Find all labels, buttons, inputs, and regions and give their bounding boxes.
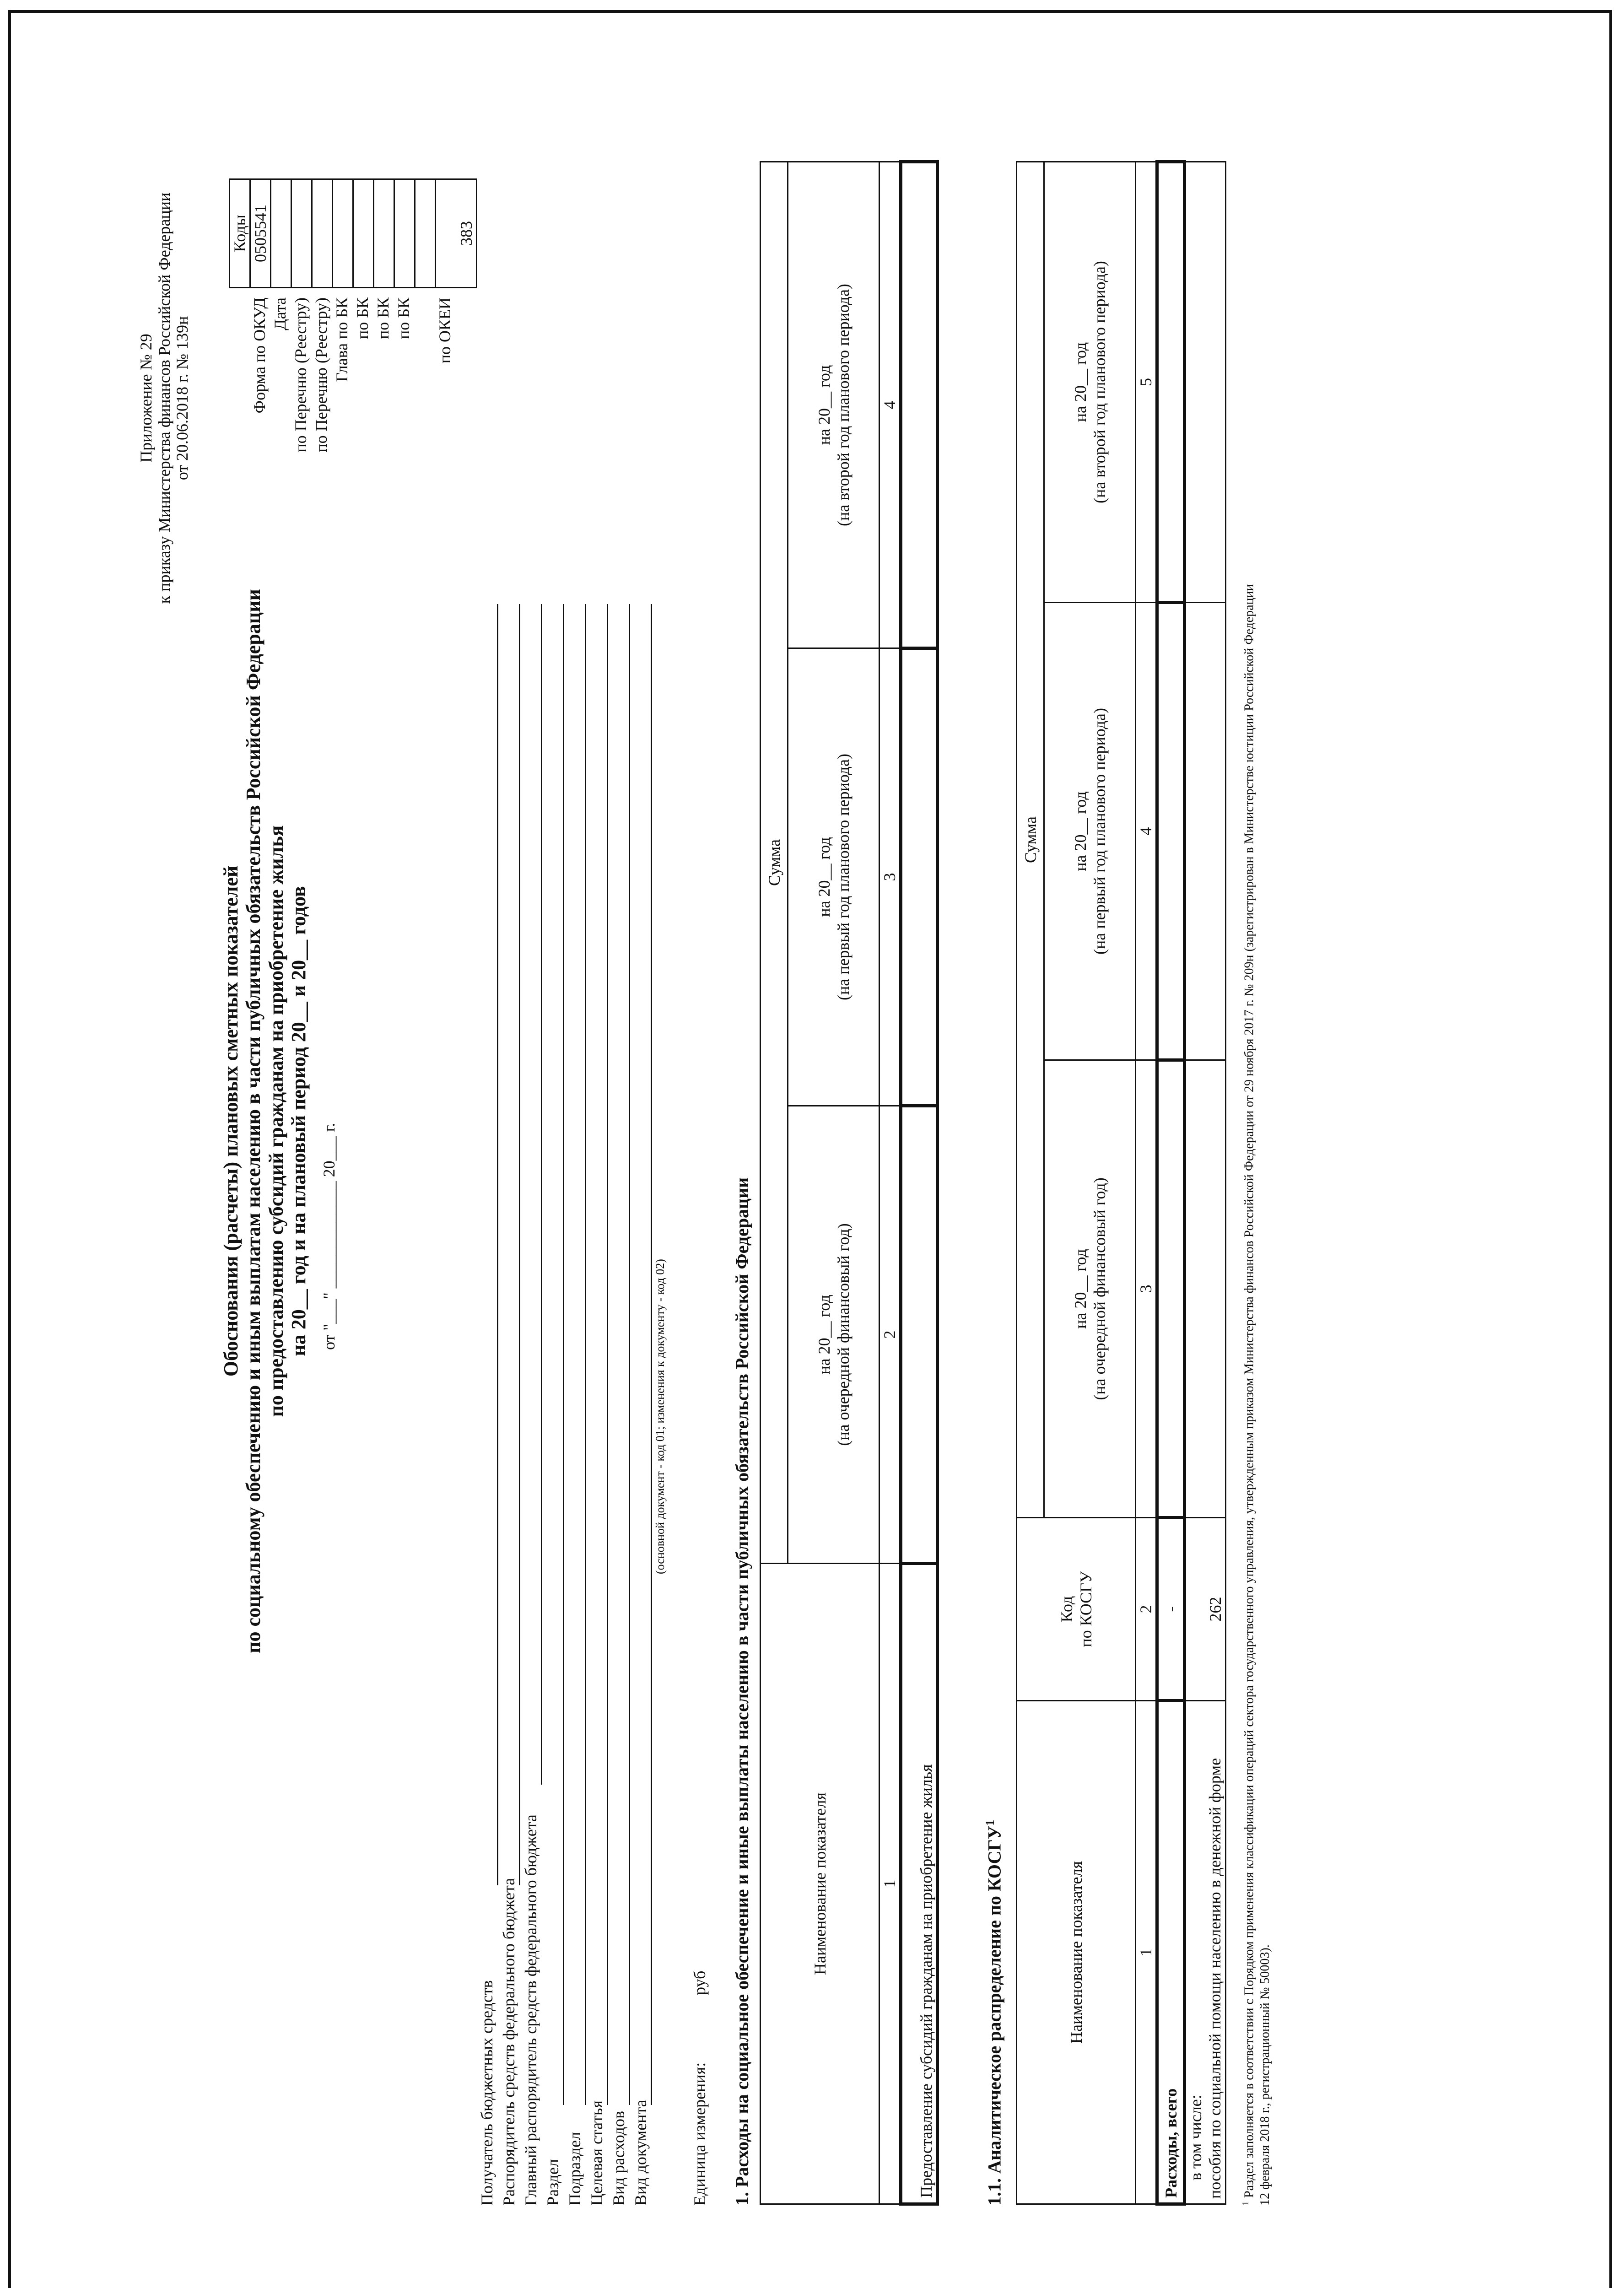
s11-row-item-year1[interactable] <box>1185 1060 1226 1518</box>
s1-col-year3 <box>788 162 879 648</box>
title-line-3: по предоставлению субсидий гражданам на приобретение жилья <box>264 825 287 1417</box>
field-document-type: Вид документа <box>631 2099 650 2206</box>
s11-code-desc: по КОСГУ <box>1076 1571 1095 1647</box>
s11-row-total-year3[interactable] <box>1157 162 1185 603</box>
s11-row-incl-label: в том числе: <box>1187 2094 1205 2180</box>
field-line-doc-type[interactable] <box>651 604 652 2105</box>
s11-code-label: Код <box>1057 1596 1076 1623</box>
s1-year2-label: на 20__ год <box>815 837 833 917</box>
field-target-article: Целевая статья <box>588 2100 606 2206</box>
s11-row-item-label: пособия по социальной помощи населению в денежной форме <box>1205 1758 1224 2199</box>
s1-col-sum: Сумма <box>761 162 788 1564</box>
code-label-registry-2: по Перечню (Реестру) <box>312 297 330 453</box>
footnote-line-2: 12 февраля 2018 г., регистрационный № 50003). <box>1258 1944 1273 2206</box>
footnote <box>1240 584 1273 2206</box>
s11-year1-desc: (на очередной финансовый год) <box>1090 1177 1109 1400</box>
s1-year3-label: на 20__ год <box>815 365 833 445</box>
section11-title <box>984 1820 1004 2206</box>
s11-col-sum: Сумма <box>1017 162 1044 1518</box>
code-label-bk-2: по БК <box>374 297 392 339</box>
s1-col-year1 <box>788 1106 879 1564</box>
s11-row-total-year2[interactable] <box>1157 603 1185 1060</box>
field-line-target[interactable] <box>607 604 608 2105</box>
s1-num-4: 4 <box>879 162 901 648</box>
s1-year2-desc: (на первый год планового периода) <box>834 754 852 1000</box>
annex-number: Приложение № 29 <box>137 334 155 463</box>
s11-row-item-code: 262 <box>1185 1518 1226 1701</box>
s11-row-total-name: Расходы, всего <box>1157 1701 1185 2204</box>
code-label-date: Дата <box>271 297 289 330</box>
codes-table <box>229 178 477 288</box>
title-line-2: по социальному обеспечению и иным выплатам населению в части публичных обязательств Российской Федерации <box>242 589 265 1653</box>
section1-title: 1. Расходы на социальное обеспечение и иные выплаты населению в части публичных обязательств Российской Федерации <box>732 1177 752 2206</box>
s1-year1-label: на 20__ год <box>815 1295 833 1375</box>
s11-year3-desc: (на второй год планового периода) <box>1090 261 1109 503</box>
s11-col-name: Наименование показателя <box>1017 1701 1136 2204</box>
code-label-okud: Форма по ОКУД <box>250 297 269 414</box>
s11-row-item-year3[interactable] <box>1185 162 1226 603</box>
s11-num-5: 5 <box>1136 162 1157 603</box>
s11-col-year2 <box>1044 603 1136 1060</box>
section11-title-text: 1.1. Аналитическое распределение по КОСГУ <box>984 1825 1005 2206</box>
s1-row1-year1[interactable] <box>901 1106 938 1564</box>
s1-year3-desc: (на второй год планового периода) <box>834 284 852 526</box>
section11-footnote-ref: 1 <box>983 1819 997 1826</box>
code-bk-3-value[interactable] <box>394 179 415 288</box>
annex-block <box>137 192 192 604</box>
code-okud-value: 0505541 <box>250 179 271 288</box>
field-line-expense[interactable] <box>629 604 630 2105</box>
s11-year2-label: на 20__ год <box>1071 791 1090 871</box>
s11-row-item-name <box>1185 1701 1226 2204</box>
s11-year1-label: на 20__ год <box>1071 1249 1090 1329</box>
s1-row1-year2[interactable] <box>901 648 938 1106</box>
s1-col-name: Наименование показателя <box>761 1564 879 2204</box>
field-manager: Распорядитель средств федерального бюджета <box>500 1878 518 2206</box>
code-bk-2-value[interactable] <box>374 179 394 288</box>
s1-year1-desc: (на очередной финансовый год) <box>834 1223 852 1446</box>
code-date-value[interactable] <box>271 179 291 288</box>
code-glava-value[interactable] <box>333 179 353 288</box>
annex-order: к приказу Министерства финансов Российской Федерации <box>155 192 173 604</box>
s11-row-item-year2[interactable] <box>1185 603 1226 1060</box>
field-line-section[interactable] <box>563 604 564 2105</box>
field-line-recipient[interactable] <box>497 604 498 1885</box>
code-label-okei: по ОКЕИ <box>436 297 454 364</box>
field-line-manager[interactable] <box>519 604 520 1885</box>
s11-num-3: 3 <box>1136 1060 1157 1518</box>
s11-col-code <box>1017 1518 1136 1701</box>
field-line-chief-manager[interactable] <box>541 604 542 1785</box>
annex-date: от 20.06.2018 г. № 139н <box>173 316 192 480</box>
s11-col-year3 <box>1044 162 1136 603</box>
s11-row-total-code: - <box>1157 1518 1185 1701</box>
s11-row-total-year1[interactable] <box>1157 1060 1185 1518</box>
footnote-line-1 <box>1240 584 1257 2206</box>
s11-year2-desc: (на первый год планового периода) <box>1090 708 1109 955</box>
s1-num-2: 2 <box>879 1106 901 1564</box>
footnote-sup: 1 <box>1241 2201 1251 2206</box>
field-recipient: Получатель бюджетных средств <box>478 1980 496 2206</box>
code-bk-1-value[interactable] <box>353 179 374 288</box>
code-label-registry-1: по Перечню (Реестру) <box>291 297 310 453</box>
rotated-sheet <box>137 137 1592 2242</box>
unit-label: Единица измерения: <box>691 2062 709 2206</box>
field-section: Раздел <box>544 2159 562 2206</box>
s1-num-1: 1 <box>879 1564 901 2204</box>
code-label-bk-3: по БК <box>394 297 413 339</box>
s11-num-4: 4 <box>1136 603 1157 1060</box>
codes-header: Коды <box>230 179 250 288</box>
document-title <box>220 503 310 1739</box>
footnote-text-1: Раздел заполняется в соответствии с Порядком применения классификации операций сектора государственного управления, утвержденным приказом Министерства финансов Российской Федерации от 29 ноября 2017 г. № 209н (зарегистрирован в Министерстве юстиции Российской Федерации <box>1242 584 1257 2198</box>
s1-row1-year3[interactable] <box>901 162 938 648</box>
s11-year3-label: на 20__ год <box>1071 342 1090 422</box>
code-okei-value: 383 <box>436 179 477 288</box>
s11-num-1: 1 <box>1136 1701 1157 2204</box>
code-label-bk-1: по БК <box>353 297 372 339</box>
section11-table <box>1016 160 1226 2206</box>
code-empty-value[interactable] <box>415 179 436 288</box>
field-subsection: Подраздел <box>566 2132 584 2206</box>
doc-type-hint: (основной документ - код 01; изменения к документу - код 02) <box>653 1259 667 1574</box>
codes-labels <box>249 297 455 572</box>
field-line-subsection[interactable] <box>585 604 586 2105</box>
s1-num-3: 3 <box>879 648 901 1106</box>
s11-col-year1 <box>1044 1060 1136 1518</box>
code-registry-2-value[interactable] <box>312 179 333 288</box>
code-registry-1-value[interactable] <box>291 179 312 288</box>
document-date: от "___" _____________ 20___ г. <box>320 1122 338 1350</box>
code-label-glava: Глава по БК <box>333 297 351 382</box>
s1-row1-name: Предоставление субсидий гражданам на приобретение жилья <box>901 1564 938 2204</box>
s1-col-year2 <box>788 648 879 1106</box>
field-chief-manager: Главный распорядитель средств федерального бюджета <box>522 1814 540 2206</box>
unit-value: руб <box>691 1970 709 1995</box>
field-expense-type: Вид расходов <box>610 2111 628 2206</box>
code-label-empty <box>414 297 435 572</box>
title-line-1: Обоснования (расчеты) плановых сметных показателей <box>220 865 242 1377</box>
title-line-4: на 20__ год и на плановый период 20__ и 20__ годов <box>287 886 310 1356</box>
section1-table <box>760 160 939 2206</box>
s11-num-2: 2 <box>1136 1518 1157 1701</box>
